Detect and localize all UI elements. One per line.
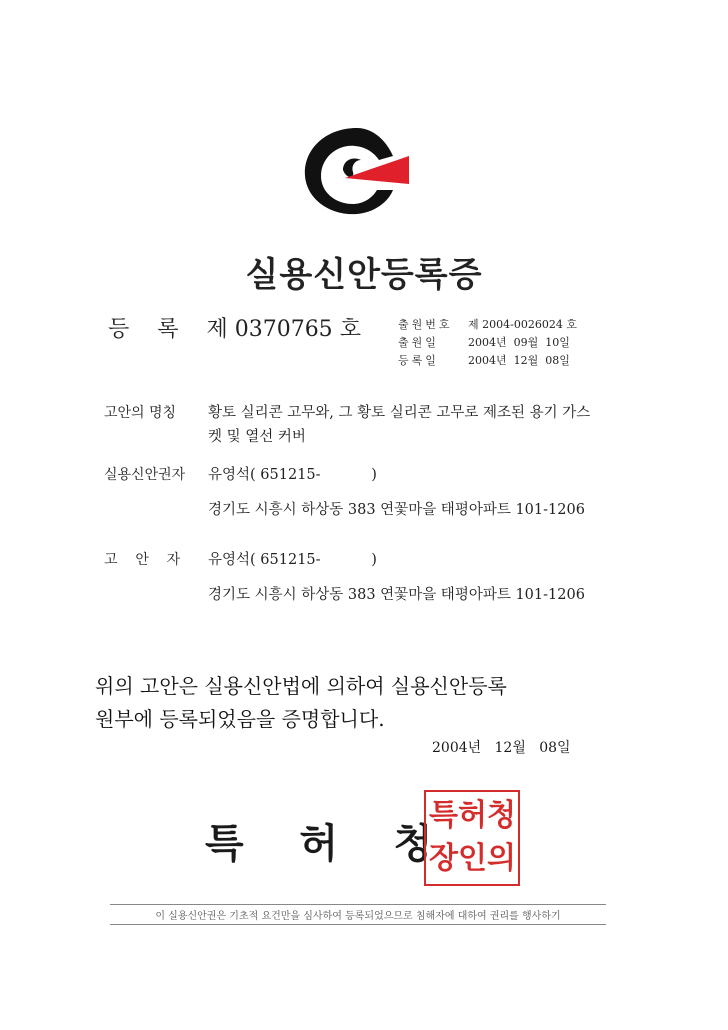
seal-characters xyxy=(429,795,515,881)
seal-char: 장 xyxy=(429,841,458,876)
official-seal xyxy=(424,790,520,886)
design-name-label: 고안의 명칭 xyxy=(104,405,177,421)
registration-suffix: 호 xyxy=(339,317,361,342)
registration-date-label: 등록일 xyxy=(398,354,439,367)
emblem-logo xyxy=(297,120,415,220)
registration-number: 0370765 xyxy=(234,317,333,342)
rights-holder-name: 유영석( 651215- ) xyxy=(208,467,377,483)
certification-text xyxy=(95,670,507,736)
design-name-line-1: 황토 실리콘 고무와, 그 황토 실리콘 고무로 제조된 용기 가스 xyxy=(208,405,591,421)
rights-holder-label: 실용신안권자 xyxy=(104,467,186,483)
application-number-row xyxy=(398,316,577,332)
inventor-address: 경기도 시흥시 하상동 383 연꽃마을 태평아파트 101-1206 xyxy=(208,587,585,603)
registration-number-line xyxy=(108,312,361,343)
filing-date-value: 2004년 09월 10일 xyxy=(468,336,570,349)
filing-date-row xyxy=(398,334,570,350)
registration-date-value: 2004년 12월 08일 xyxy=(468,354,570,367)
seal-char: 특 xyxy=(429,798,458,833)
design-name-line-2: 켓 및 열선 커버 xyxy=(208,429,306,445)
rights-holder-address: 경기도 시흥시 하상동 383 연꽃마을 태평아파트 101-1206 xyxy=(208,502,585,518)
certification-line-2: 원부에 등록되었음을 증명합니다. xyxy=(95,707,385,731)
issuing-office-name: 특 허 청 xyxy=(205,821,433,867)
registration-label: 등 록 제 xyxy=(108,317,228,342)
issue-date: 2004년 12월 08일 xyxy=(432,740,571,756)
seal-char: 인 xyxy=(457,841,487,876)
seal-char: 의 xyxy=(486,841,516,876)
inventor-label: 고 안 자 xyxy=(104,552,181,568)
application-number-value: 제 2004-0026024 호 xyxy=(468,318,577,331)
filing-date-label: 출원일 xyxy=(398,336,439,349)
footer-note: 이 실용신안권은 기초적 요건만을 심사하여 등록되었으므로 침해자에 대하여 권리를 행사하기 xyxy=(110,904,606,925)
inventor-name: 유영석( 651215- ) xyxy=(208,552,377,568)
application-number-label: 출원번호 xyxy=(398,318,453,331)
document-title: 실용신안등록증 xyxy=(245,255,483,295)
certification-line-1: 위의 고안은 실용신안법에 의하여 실용신안등록 xyxy=(95,674,507,698)
seal-char: 허 xyxy=(457,798,487,833)
seal-char: 청 xyxy=(486,798,516,833)
registration-date-row xyxy=(398,352,570,368)
